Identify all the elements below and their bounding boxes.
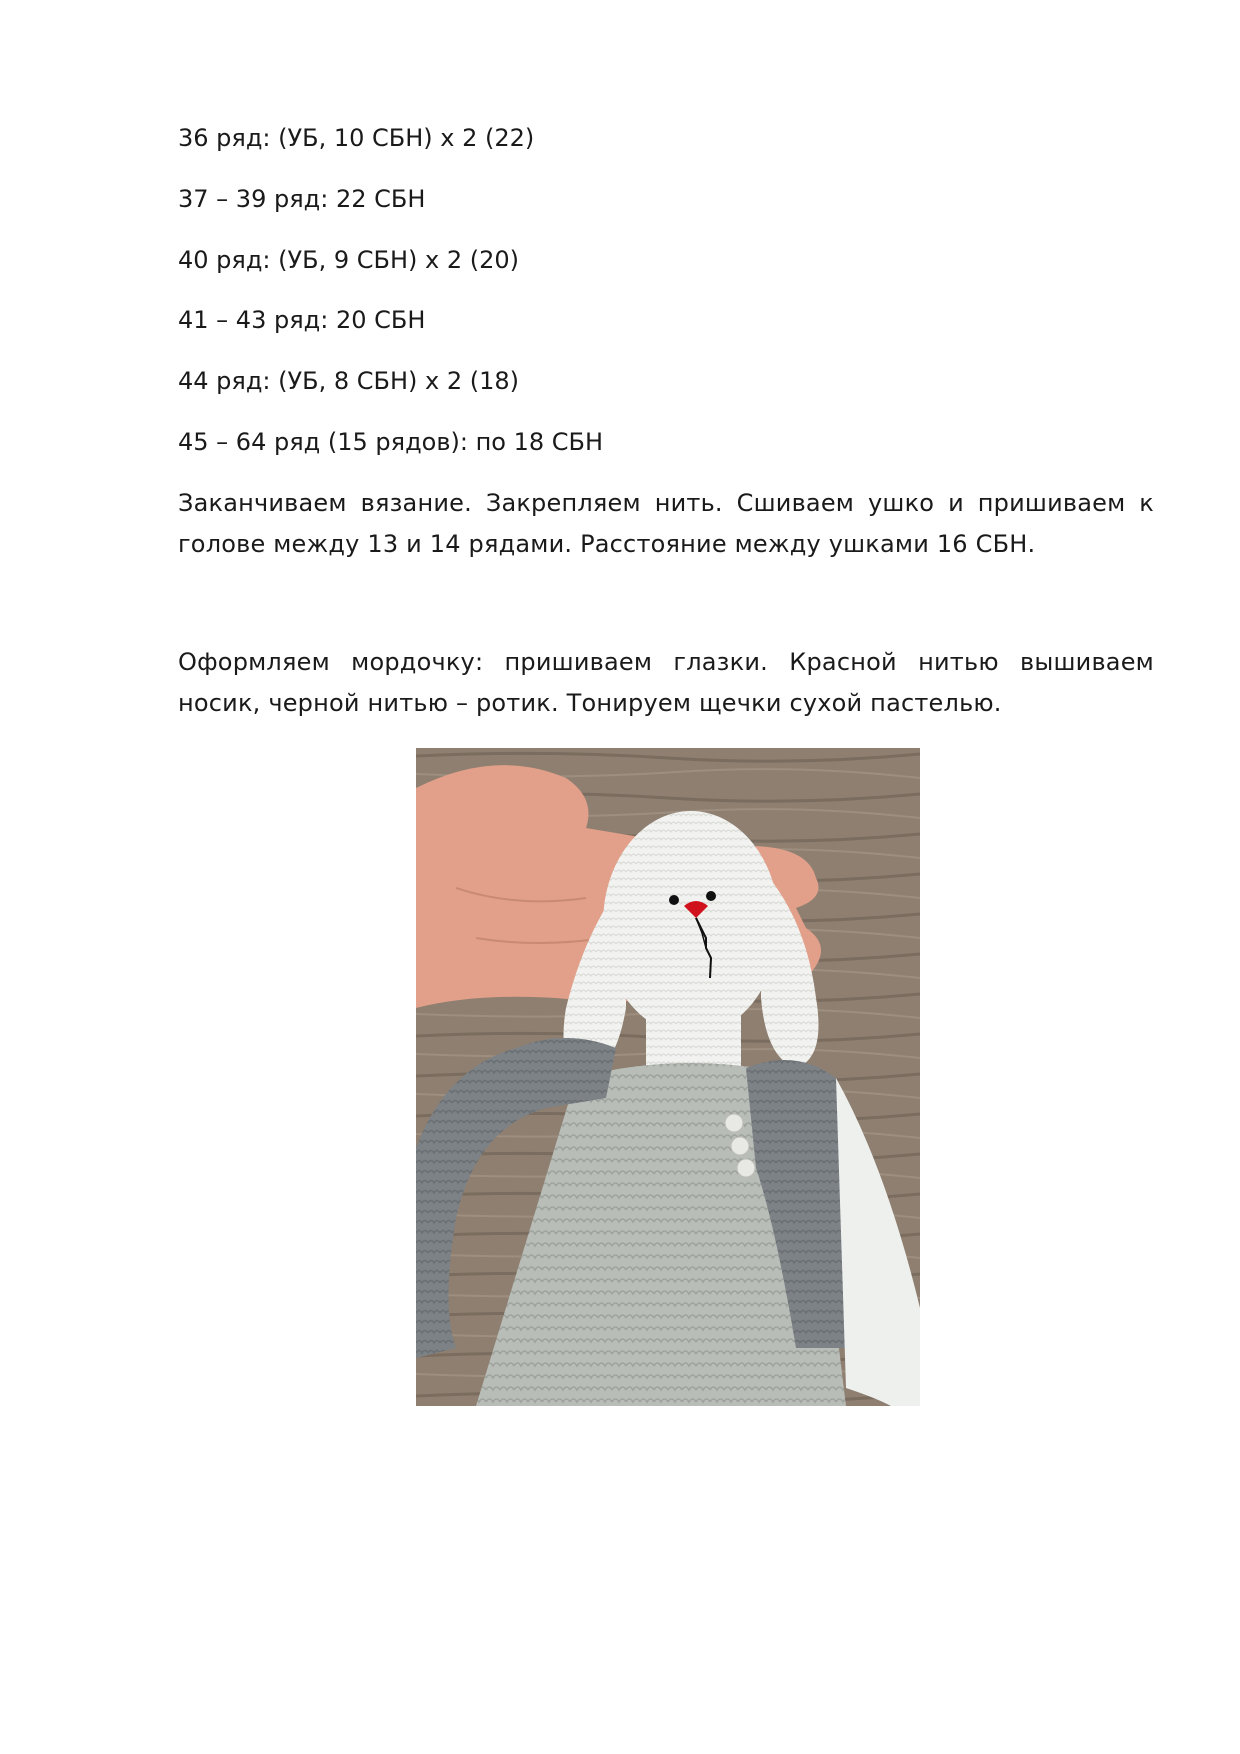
face-design-paragraph: Оформляем мордочку: пришиваем глазки. Красной нитью вышиваем носик, черной нитью – ротик. Тонируем щечки сухой пастелью. bbox=[178, 648, 1154, 717]
row-41-43-text: 41 – 43 ряд: 20 СБН bbox=[178, 306, 426, 334]
jacket-button-1 bbox=[725, 1114, 743, 1132]
row-40-text: 40 ряд: (УБ, 9 СБН) х 2 (20) bbox=[178, 246, 520, 274]
right-eye bbox=[706, 891, 716, 901]
jacket-button-2 bbox=[731, 1137, 749, 1155]
bunny-head bbox=[603, 811, 779, 1035]
row-45-64-text: 45 – 64 ряд (15 рядов): по 18 СБН bbox=[178, 428, 604, 456]
finish-ear-paragraph: Заканчиваем вязание. Закрепляем нить. Сшиваем ушко и пришиваем к голове между 13 и 14 рядами. Расстояние между ушками 16 СБН. bbox=[178, 489, 1154, 558]
jacket-button-3 bbox=[737, 1159, 755, 1177]
left-eye bbox=[669, 895, 679, 905]
row-36-text: 36 ряд: (УБ, 10 СБН) х 2 (22) bbox=[178, 124, 535, 152]
row-37-39-text: 37 – 39 ряд: 22 СБН bbox=[178, 185, 426, 213]
bunny-toy-photo bbox=[416, 748, 920, 1406]
row-44-text: 44 ряд: (УБ, 8 СБН) х 2 (18) bbox=[178, 367, 520, 395]
